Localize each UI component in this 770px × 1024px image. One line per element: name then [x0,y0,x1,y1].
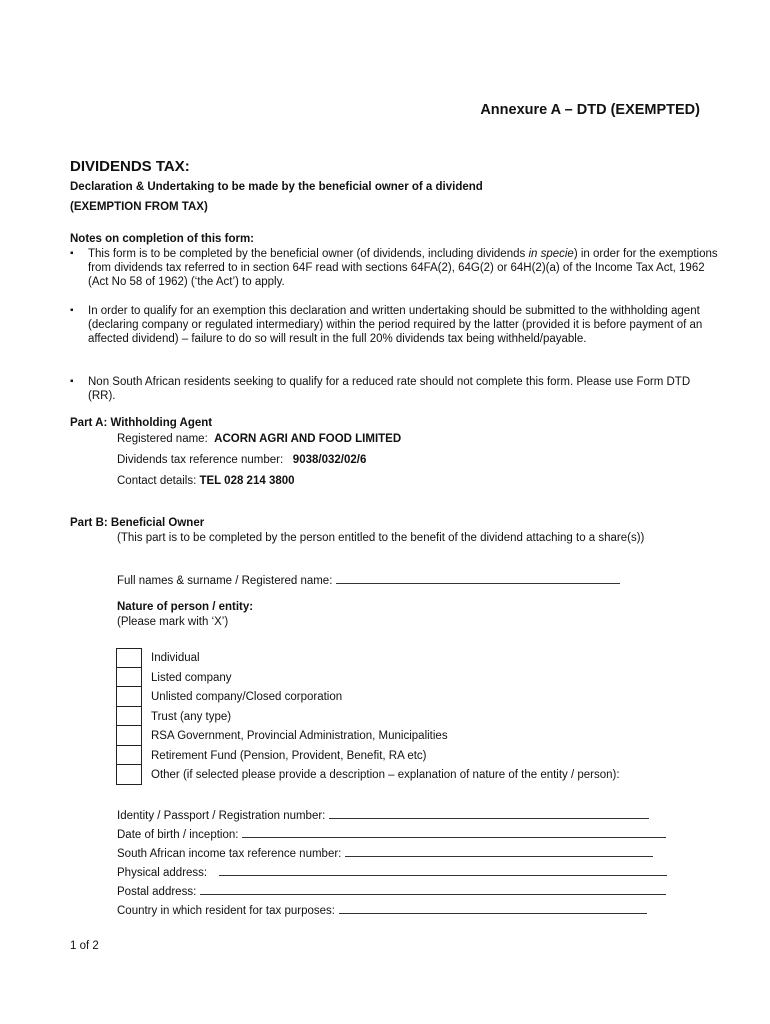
date-of-birth-field[interactable] [117,827,666,841]
option-label: RSA Government, Provincial Administration, Municipalities [151,730,448,742]
registered-name-value: ACORN AGRI AND FOOD LIMITED [214,433,402,445]
contact-details-value: TEL 028 214 3800 [199,475,295,487]
postal-address-field[interactable] [117,884,666,898]
income-tax-ref-field[interactable] [117,846,653,860]
income-tax-ref-input[interactable] [345,846,653,857]
country-of-residence-label: Country in which resident for tax purposes: [117,905,335,917]
postal-address-label: Postal address: [117,886,197,898]
option-label: Individual [151,652,200,664]
physical-address-field[interactable] [117,865,667,879]
option-label: Listed company [151,671,232,684]
bullet-mark: ▪ [70,248,74,259]
form-title: DIVIDENDS TAX: [70,158,190,175]
tax-reference-line [117,454,366,466]
checkbox[interactable] [116,726,142,746]
note-item-1-text [88,247,728,289]
registered-name-line [117,433,401,445]
checkbox[interactable] [116,765,142,785]
part-b-intro: (This part is to be completed by the person entitled to the benefit of the dividend attaching to a share(s)) [117,532,645,544]
full-names-field[interactable] [117,573,620,587]
exemption-subtitle: (EXEMPTION FROM TAX) [70,201,208,213]
note-item-1-part-b: ) in order for the exemptions from dividends tax referred to in section 64F read with sections 64FA(2), 64G(2) or 64H(2)(a) of the Income Tax Act, 1962 (Act No 58 of 1962) (‘the Act’) to apply. [88,248,718,288]
country-of-residence-input[interactable] [339,903,647,914]
bullet-mark: ▪ [70,376,74,387]
note-item-3-text: Non South African residents seeking to qualify for a reduced rate should not complete this form. Please use Form DTD (RR). [88,376,691,402]
identity-number-input[interactable] [329,808,649,819]
page-number: 1 of 2 [70,940,99,952]
postal-address-input[interactable] [200,884,666,895]
part-a-heading: Part A: Withholding Agent [70,417,213,429]
country-of-residence-field[interactable] [117,903,647,917]
option-label: Other (if selected please provide a description – explanation of nature of the entity / person): [151,769,620,781]
full-names-label: Full names & surname / Registered name: [117,575,333,587]
income-tax-ref-label: South African income tax reference number: [117,848,342,860]
declaration-subtitle: Declaration & Undertaking to be made by the beneficial owner of a dividend [70,181,483,193]
option-label: Unlisted company/Closed corporation [151,691,343,703]
annexure-title: Annexure A – DTD (EXEMPTED) [480,102,700,118]
checkbox[interactable] [116,746,142,766]
contact-details-label: Contact details: [117,475,197,487]
identity-number-field[interactable] [117,808,649,822]
note-item-2-text: In order to qualify for an exemption this declaration and written undertaking should be submitted to the withholding agent (declaring company or regulated intermediary) within the period required by the latter (provided it is before payment of an affected dividend) – failure to do so will result in the full 20% dividends tax being withheld/payable. [88,305,703,345]
checkbox[interactable] [116,707,142,727]
contact-details-line [117,475,295,487]
registered-name-label: Registered name: [117,433,208,445]
date-of-birth-input[interactable] [242,827,666,838]
nature-heading: Nature of person / entity: [117,601,254,613]
nature-subheading: (Please mark with ‘X’) [117,616,229,628]
checkbox[interactable] [116,668,142,688]
tax-reference-label: Dividends tax reference number: [117,454,284,466]
physical-address-input[interactable] [219,865,667,876]
checkbox[interactable] [116,687,142,707]
notes-heading: Notes on completion of this form: [70,233,254,245]
date-of-birth-label: Date of birth / inception: [117,829,239,841]
tax-reference-value: 9038/032/02/6 [292,454,367,466]
checkbox[interactable] [116,648,142,668]
physical-address-label: Physical address: [117,867,208,879]
note-item-1-part-a: This form is to be completed by the beneficial owner (of dividends, including dividends [88,248,529,260]
option-label: Retirement Fund (Pension, Provident, Benefit, RA etc) [151,749,427,762]
note-item-1-italic: in specie [528,248,574,260]
bullet-mark: ▪ [70,305,74,316]
full-names-input[interactable] [336,573,620,584]
identity-number-label: Identity / Passport / Registration number: [117,810,326,822]
option-label: Trust (any type) [151,710,232,723]
part-b-heading: Part B: Beneficial Owner [70,517,205,529]
